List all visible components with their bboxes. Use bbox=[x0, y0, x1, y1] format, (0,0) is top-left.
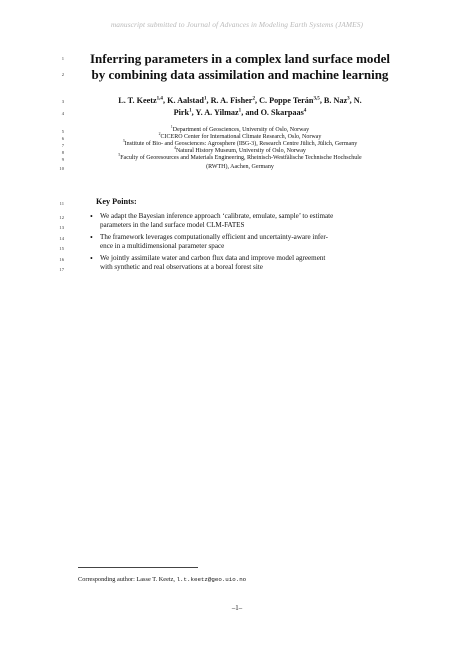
bullet-icon: • bbox=[90, 212, 93, 221]
key-point-line: parameters in the land surface model CLM-FATES bbox=[100, 221, 245, 230]
line-number: 3 bbox=[61, 99, 64, 104]
title-line-1: Inferring parameters in a complex land surface model bbox=[89, 51, 391, 66]
author-name: Y. A. Yilmaz bbox=[195, 107, 239, 117]
affiliation-text: Faculty of Georesources and Materials Engineering, Rheinisch-Westfälische Technische Hochschule bbox=[120, 154, 362, 161]
affiliation-text: CICERO Center for International Climate Research, Oslo, Norway bbox=[160, 133, 322, 140]
line-number: 6 bbox=[61, 136, 64, 141]
key-point-item bbox=[100, 233, 402, 252]
affiliation-mark: 1 bbox=[170, 125, 173, 129]
author-affiliation-mark: 3,5 bbox=[313, 95, 320, 102]
author-email-link[interactable]: l.t.keetz@geo.uio.no bbox=[176, 576, 247, 583]
line-number: 7 bbox=[61, 143, 64, 148]
author-name: L. T. Keetz bbox=[118, 96, 157, 105]
line-number: 12 bbox=[59, 215, 64, 220]
affiliation-mark: 2 bbox=[158, 131, 161, 136]
key-point-line: We adapt the Bayesian inference approach ‘calibrate, emulate, sample’ to estimate bbox=[100, 212, 334, 220]
footnote-text: Corresponding author: Lasse T. Keetz, bbox=[78, 576, 175, 583]
author-affiliation-mark: 4 bbox=[303, 106, 307, 113]
key-points-heading: Key Points: bbox=[96, 197, 137, 206]
corresponding-author-footnote bbox=[78, 576, 246, 583]
affiliation-mark: 3 bbox=[122, 138, 125, 143]
author-name: Pirk bbox=[173, 107, 190, 117]
paper-title bbox=[70, 51, 410, 83]
affiliation-list bbox=[70, 127, 410, 170]
affiliation bbox=[70, 138, 410, 148]
author-name: K. Aalstad bbox=[167, 96, 204, 105]
line-number: 15 bbox=[59, 246, 64, 251]
line-number: 1 bbox=[61, 56, 64, 61]
key-point-line: The framework leverages computationally efficient and uncertainty-aware infer- bbox=[100, 233, 328, 241]
affiliation bbox=[70, 145, 410, 155]
affiliation bbox=[70, 152, 410, 162]
affiliation-text: Department of Geosciences, University of Oslo, Norway bbox=[172, 127, 310, 133]
line-number: 13 bbox=[59, 225, 64, 230]
key-point-line: with synthetic and real observations at a boreal forest site bbox=[100, 263, 263, 272]
key-point-line: We jointly assimilate water and carbon flux data and improve model agreement bbox=[100, 254, 326, 262]
author-affiliation-mark: 2 bbox=[252, 95, 255, 102]
author-list bbox=[70, 95, 410, 118]
affiliation-text: Institute of Bio- and Geosciences: Agrosphere (IBG-3), Research Centre Jülich, Jülich, Germany bbox=[124, 140, 358, 147]
author-affiliation-mark: 1 bbox=[238, 106, 242, 113]
affiliation bbox=[70, 131, 410, 141]
line-number: 17 bbox=[59, 267, 64, 272]
line-number: 10 bbox=[59, 166, 64, 171]
author-conjunction: and bbox=[245, 107, 259, 117]
key-point-item bbox=[100, 212, 402, 231]
line-number: 9 bbox=[61, 157, 64, 162]
running-header: manuscript submitted to Journal of Advances in Modeling Earth Systems (JAMES) bbox=[110, 20, 364, 29]
line-number: 16 bbox=[59, 257, 64, 262]
author-name: C. Poppe Terán bbox=[259, 96, 314, 105]
key-point-item bbox=[100, 254, 402, 273]
line-number: 5 bbox=[61, 129, 64, 134]
bullet-icon: • bbox=[90, 254, 93, 263]
affiliation-text: Natural History Museum, University of Oslo, Norway bbox=[175, 147, 306, 154]
author-name: R. A. Fisher bbox=[210, 96, 253, 105]
author-affiliation-mark: 1 bbox=[189, 106, 192, 113]
author-name: N. bbox=[353, 96, 362, 105]
author-affiliation-mark: 1,4 bbox=[156, 95, 163, 102]
author-name: O. Skarpaas bbox=[260, 107, 304, 117]
footnote-rule bbox=[78, 567, 198, 568]
affiliation-mark: 5 bbox=[118, 152, 121, 157]
author-line-2: Pirk$^1$, Y. A. Yilmaz$^1$, and O. Skarpaas$^4$ bbox=[173, 106, 307, 117]
affiliation bbox=[70, 127, 410, 134]
author-name: B. Naz bbox=[323, 96, 348, 105]
line-number: 8 bbox=[61, 150, 64, 155]
author-affiliation-mark: 3 bbox=[347, 95, 350, 102]
affiliation-mark: 4 bbox=[174, 145, 176, 150]
line-number: 2 bbox=[61, 72, 64, 77]
line-number: 4 bbox=[61, 111, 64, 116]
author-affiliation-mark: 1 bbox=[203, 95, 207, 102]
author-line-1: L. T. Keetz$^{1,4}$, K. Aalstad$^1$, R. A. Fisher$^2$, C. Poppe Terán$^{3,5}$, B. Naz$^3$, N. bbox=[118, 95, 362, 105]
title-line-2: by combining data assimilation and machine learning bbox=[91, 67, 389, 82]
affiliation bbox=[70, 164, 410, 171]
line-number: 11 bbox=[59, 201, 64, 206]
bullet-icon: • bbox=[90, 233, 93, 242]
affiliation-text: (RWTH), Aachen, Germany bbox=[206, 163, 274, 170]
page-number: –1– bbox=[231, 605, 243, 612]
key-point-line: ence in a multidimensional parameter space bbox=[100, 242, 225, 251]
line-number: 14 bbox=[59, 236, 64, 241]
